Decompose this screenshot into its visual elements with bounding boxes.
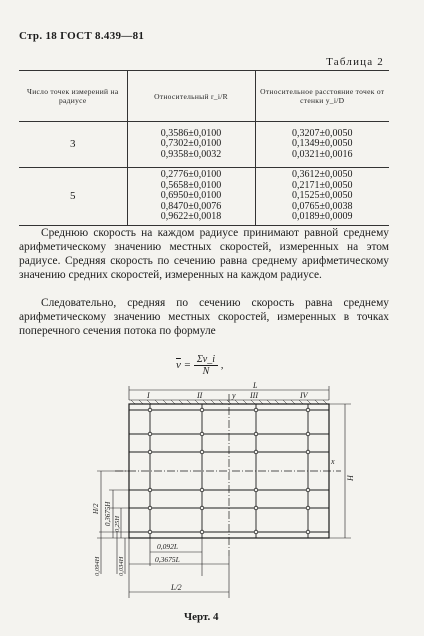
paragraph-mean-velocity: Среднюю скорость на каждом радиусе принимают равной среднему арифметическому значению местных скоростей, измеренных на этом радиусе. Средняя скорость по сечению равна среднему арифметическому значению средних скоростей, измеренных на каждом радиусе.: [19, 227, 389, 281]
cell-value: 0,0765±0,0038: [292, 200, 353, 212]
col-header-points: Число точек измерений на радиусе: [19, 71, 127, 122]
dim-label-h3675: 0,3675H: [104, 501, 112, 526]
radius-values: [127, 168, 255, 226]
radius-label: II: [197, 391, 203, 400]
cross-section-diagram: [92, 381, 355, 606]
dim-label-h2: H/2: [92, 503, 100, 514]
cell-value: 0,9358±0,0032: [160, 148, 222, 160]
distance-values: [255, 122, 389, 168]
radius-label: III: [250, 391, 258, 400]
points-count: 3: [19, 122, 127, 168]
x-axis-label: x: [331, 457, 335, 466]
col-header-radius: Относительный r_i/R: [127, 71, 255, 122]
formula-denominator: N: [202, 366, 210, 377]
cell-value: 0,2776±0,0100: [160, 169, 222, 181]
radius-label: IV: [300, 391, 308, 400]
formula-lhs: $\overline{v}$: [176, 359, 181, 372]
data-table: [19, 70, 389, 226]
cell-value: 0,1349±0,0050: [292, 138, 353, 150]
points-count: 5: [19, 168, 127, 226]
cell-value: 0,2171±0,0050: [292, 179, 353, 191]
y-axis-label: y: [232, 391, 236, 400]
cell-value: 0,1525±0,0050: [292, 190, 353, 202]
dim-label-h25: 0,25H: [114, 515, 121, 532]
col-header-distance: Относительное расстояние точек от стенки y_i/D: [255, 71, 389, 122]
figure-caption: Черт. 4: [184, 611, 219, 623]
cell-value: 0,3207±0,0050: [292, 127, 353, 139]
radius-values: [127, 122, 255, 168]
dim-label-h094: 0,094H: [94, 556, 101, 576]
cell-value: 0,6950±0,0100: [160, 190, 222, 202]
dim-label-H: H: [346, 475, 355, 481]
dim-label-l092: 0,092L: [157, 542, 179, 551]
cell-value: 0,3612±0,0050: [292, 169, 353, 181]
mean-velocity-formula: $\overline{v}$ = $\frac{\Sigma v\_i}{N}$ ,: [176, 354, 224, 377]
cell-value: 0,3586±0,0100: [160, 127, 222, 139]
dim-label-L: L: [253, 381, 258, 390]
formula-numerator: Σv_i: [194, 354, 218, 366]
cell-value: 0,9622±0,0018: [160, 211, 222, 223]
dim-label-l3675: 0,3675L: [155, 555, 180, 564]
cell-value: 0,8470±0,0076: [160, 200, 222, 212]
cell-value: 0,7302±0,0100: [160, 138, 222, 150]
table-row: [19, 168, 389, 226]
dim-label-h034: 0,034H: [118, 556, 125, 576]
distance-values: [255, 168, 389, 226]
paragraph-formula-intro: Следовательно, средняя по сечению скорость равна среднему арифметическому значению местных скоростей, измеренных в точках поперечного сечения потока по формуле: [19, 297, 389, 337]
cell-value: 0,0321±0,0016: [292, 148, 353, 160]
dim-label-l2: L/2: [171, 583, 182, 592]
page-header: Стр. 18 ГОСТ 8.439—81: [19, 30, 145, 42]
table-row: [19, 122, 389, 168]
cell-value: 0,0189±0,0009: [292, 211, 353, 223]
cell-value: 0,5658±0,0100: [160, 179, 222, 191]
radius-label: I: [147, 391, 150, 400]
table-title: Таблица 2: [326, 56, 384, 68]
